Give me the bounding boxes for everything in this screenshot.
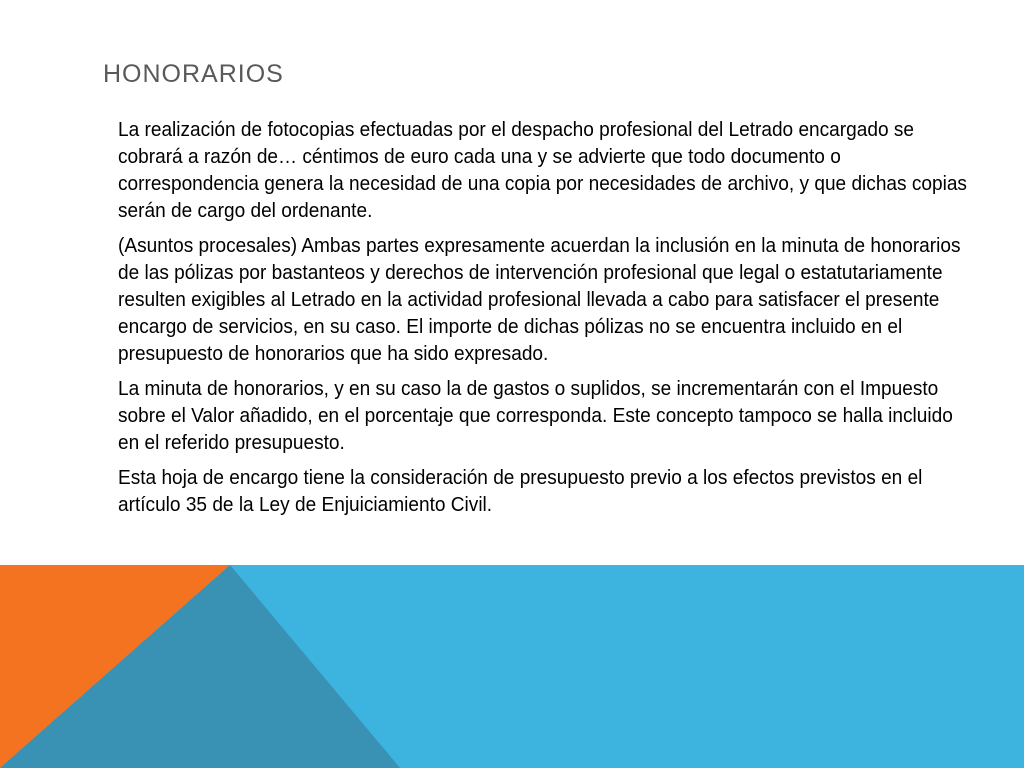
- paragraph-asuntos-procesales: (Asuntos procesales) Ambas partes expresamente acuerdan la inclusión en la minuta de honorarios de las pólizas por bastanteos y derechos de intervención profesional que legal o estatutariamente resulten exigibles al Letrado en la actividad profesional llevada a cabo para satisfacer el presente encargo de servicios, en su caso. El importe de dichas pólizas no se encuentra incluido en el presupuesto de honorarios que ha sido expresado.: [118, 234, 961, 365]
- paragraph-fotocopias: La realización de fotocopias efectuadas por el despacho profesional del Letrado encargado se cobrará a razón de… céntimos de euro cada una y se advierte que todo documento o correspondencia genera la necesidad de una copia por necesidades de archivo, y que dichas copias serán de cargo del ordenante.: [118, 118, 967, 222]
- paragraph-impuesto: La minuta de honorarios, y en su caso la de gastos o suplidos, se incrementarán con el Impuesto sobre el Valor añadido, en el porcentaje que corresponda. Este concepto tampoco se halla incluido en el referido presupuesto.: [118, 377, 953, 454]
- slide-body: [118, 116, 978, 526]
- slide-title: HONORARIOS: [103, 60, 284, 88]
- paragraph-presupuesto: Esta hoja de encargo tiene la consideración de presupuesto previo a los efectos previstos en el artículo 35 de la Ley de Enjuiciamiento Civil.: [118, 466, 923, 516]
- decorative-band: [0, 565, 1024, 768]
